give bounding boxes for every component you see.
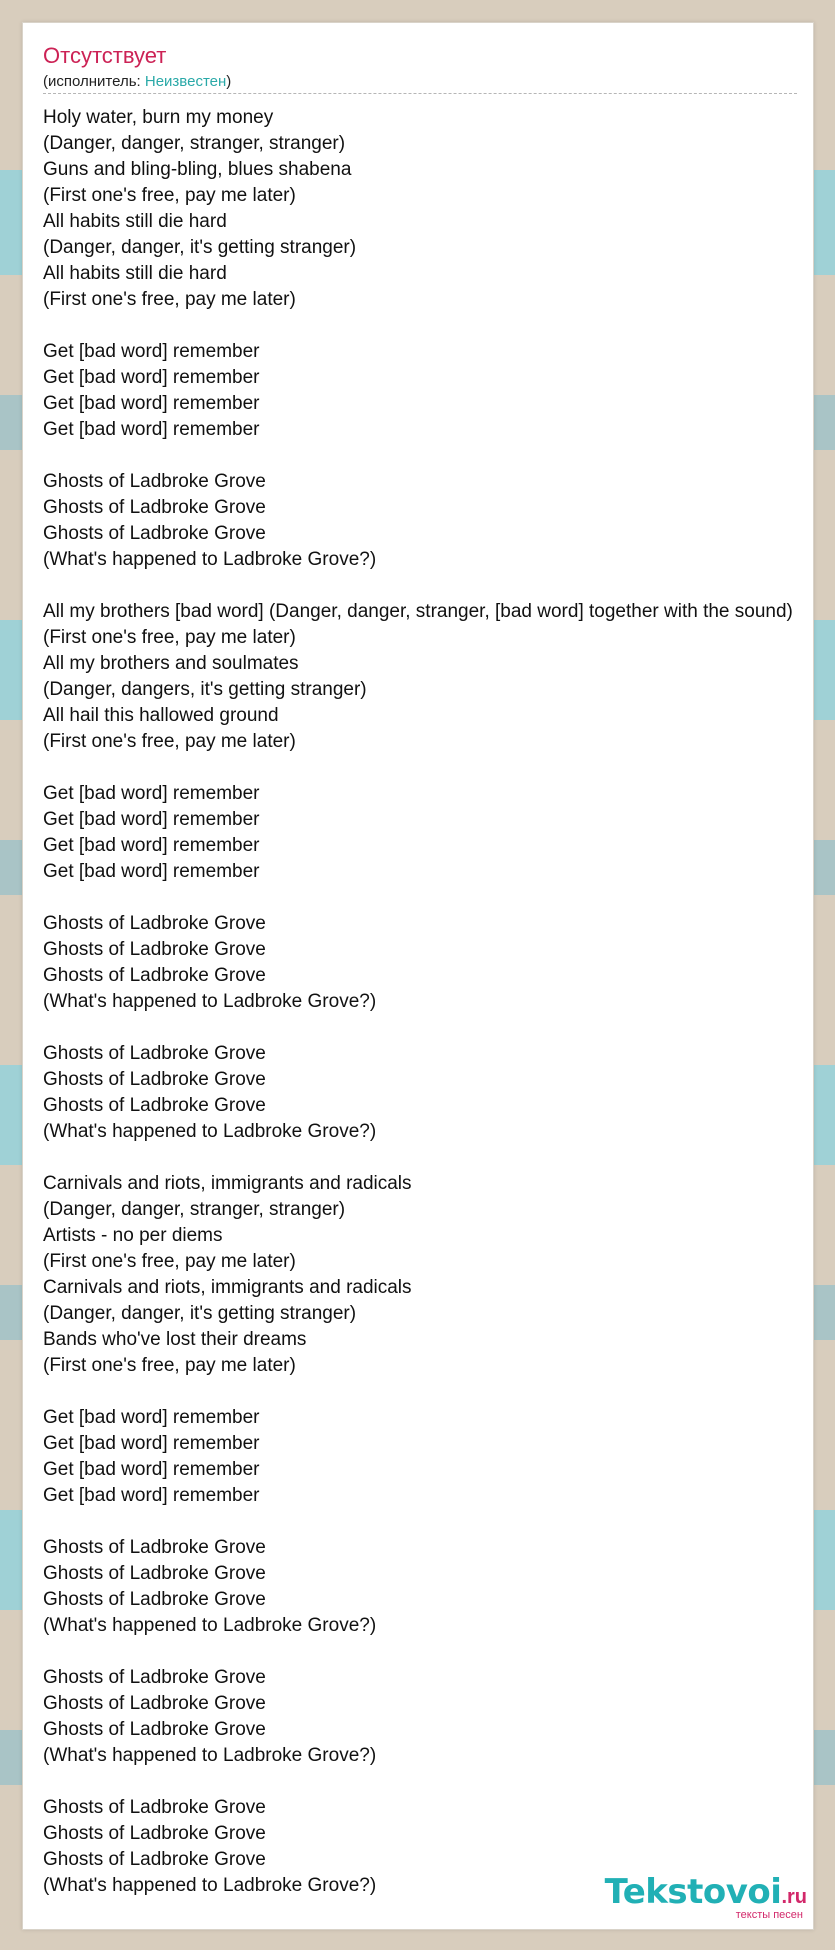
lyric-line: (Danger, danger, stranger, stranger)	[43, 1199, 346, 1220]
lyric-blank-line	[43, 1145, 813, 1171]
lyric-line: Get [bad word] remember	[43, 419, 260, 440]
lyric-line: (Danger, danger, it's getting stranger)	[43, 1303, 357, 1324]
lyric-blank-line	[43, 1509, 813, 1535]
lyric-line: Ghosts of Ladbroke Grove	[43, 1563, 266, 1584]
title-divider	[43, 93, 797, 94]
lyric-line: (First one's free, pay me later)	[43, 731, 296, 752]
lyric-line: Get [bad word] remember	[43, 783, 260, 804]
lyric-line: (First one's free, pay me later)	[43, 1251, 296, 1272]
lyric-line: Ghosts of Ladbroke Grove	[43, 965, 266, 986]
lyric-line: (Danger, danger, stranger, stranger)	[43, 133, 346, 154]
lyric-line: (What's happened to Ladbroke Grove?)	[43, 1875, 377, 1896]
lyric-line: (First one's free, pay me later)	[43, 627, 296, 648]
lyric-line: Get [bad word] remember	[43, 861, 260, 882]
lyric-line: Ghosts of Ladbroke Grove	[43, 1667, 266, 1688]
lyric-line: Bands who've lost their dreams	[43, 1329, 307, 1350]
lyrics-card	[22, 22, 814, 1930]
lyrics-body	[43, 105, 813, 1899]
artist-prefix: (исполнитель:	[43, 73, 145, 90]
lyric-line: Ghosts of Ladbroke Grove	[43, 939, 266, 960]
lyric-blank-line	[43, 313, 813, 339]
lyric-line: Ghosts of Ladbroke Grove	[43, 497, 266, 518]
lyric-line: Ghosts of Ladbroke Grove	[43, 1589, 266, 1610]
lyric-line: Get [bad word] remember	[43, 1407, 260, 1428]
lyric-line: Ghosts of Ladbroke Grove	[43, 471, 266, 492]
lyric-line: (First one's free, pay me later)	[43, 289, 296, 310]
lyric-line: Get [bad word] remember	[43, 1485, 260, 1506]
lyric-line: Carnivals and riots, immigrants and radicals	[43, 1173, 412, 1194]
lyric-line: All habits still die hard	[43, 211, 227, 232]
lyric-line: Get [bad word] remember	[43, 1433, 260, 1454]
lyric-line: Get [bad word] remember	[43, 835, 260, 856]
lyric-blank-line	[43, 1015, 813, 1041]
lyric-line: Get [bad word] remember	[43, 1459, 260, 1480]
lyric-line: All habits still die hard	[43, 263, 227, 284]
logo-subtitle: тексты песен	[735, 1909, 803, 1921]
lyric-line: (What's happened to Ladbroke Grove?)	[43, 549, 377, 570]
lyric-line: Ghosts of Ladbroke Grove	[43, 1823, 266, 1844]
lyric-line: Ghosts of Ladbroke Grove	[43, 913, 266, 934]
lyric-line: Ghosts of Ladbroke Grove	[43, 1719, 266, 1740]
lyric-line: Ghosts of Ladbroke Grove	[43, 1095, 266, 1116]
lyric-line: Guns and bling-bling, blues shabena	[43, 159, 352, 180]
lyric-line: All my brothers [bad word] (Danger, danger, stranger, [bad word] together with the sound)	[43, 601, 793, 622]
lyric-line: (Danger, dangers, it's getting stranger)	[43, 679, 367, 700]
song-title: Отсутствует	[43, 43, 167, 68]
lyric-line: All my brothers and soulmates	[43, 653, 299, 674]
lyric-line: Ghosts of Ladbroke Grove	[43, 1069, 266, 1090]
lyric-blank-line	[43, 443, 813, 469]
artist-suffix: )	[226, 73, 232, 90]
lyric-line: Ghosts of Ladbroke Grove	[43, 523, 266, 544]
lyric-line: Ghosts of Ladbroke Grove	[43, 1043, 266, 1064]
lyric-line: Ghosts of Ladbroke Grove	[43, 1797, 266, 1818]
lyric-line: (What's happened to Ladbroke Grove?)	[43, 991, 377, 1012]
logo-tld-text: .ru	[781, 1886, 807, 1908]
lyric-line: Carnivals and riots, immigrants and radicals	[43, 1277, 412, 1298]
lyric-line: (Danger, danger, it's getting stranger)	[43, 237, 357, 258]
lyric-line: Get [bad word] remember	[43, 341, 260, 362]
lyric-line: (What's happened to Ladbroke Grove?)	[43, 1615, 377, 1636]
lyric-line: Ghosts of Ladbroke Grove	[43, 1693, 266, 1714]
lyric-line: All hail this hallowed ground	[43, 705, 279, 726]
site-logo[interactable]	[604, 1872, 807, 1921]
lyric-line: (First one's free, pay me later)	[43, 185, 296, 206]
lyric-line: Get [bad word] remember	[43, 367, 260, 388]
lyric-line: Get [bad word] remember	[43, 809, 260, 830]
lyric-blank-line	[43, 573, 813, 599]
lyric-blank-line	[43, 1379, 813, 1405]
lyric-line: Get [bad word] remember	[43, 393, 260, 414]
lyric-line: Holy water, burn my money	[43, 107, 274, 128]
logo-main-text: Tekstovoi	[604, 1872, 782, 1912]
lyric-blank-line	[43, 1639, 813, 1665]
lyric-line: (What's happened to Ladbroke Grove?)	[43, 1745, 377, 1766]
lyric-blank-line	[43, 755, 813, 781]
artist-link[interactable]: Неизвестен	[144, 73, 227, 90]
lyric-line: (First one's free, pay me later)	[43, 1355, 296, 1376]
lyric-line: Ghosts of Ladbroke Grove	[43, 1537, 266, 1558]
lyric-line: Artists - no per diems	[43, 1225, 223, 1246]
lyric-blank-line	[43, 885, 813, 911]
artist-line	[43, 73, 231, 91]
lyric-line: Ghosts of Ladbroke Grove	[43, 1849, 266, 1870]
lyric-line: (What's happened to Ladbroke Grove?)	[43, 1121, 377, 1142]
lyric-blank-line	[43, 1769, 813, 1795]
